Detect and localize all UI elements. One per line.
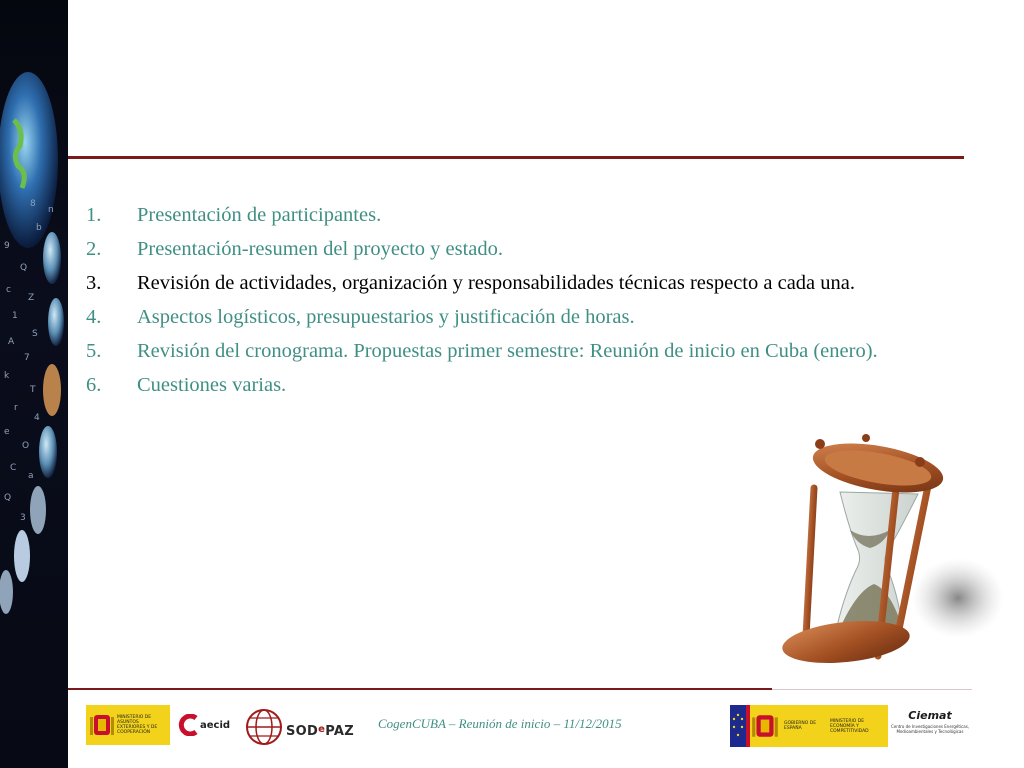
svg-text:r: r xyxy=(14,403,18,413)
svg-text:c: c xyxy=(6,285,11,295)
svg-text:a: a xyxy=(28,471,34,481)
gobierno-text: GOBIERNO DE ESPAÑA xyxy=(784,721,817,731)
agenda-item-text: Revisión del cronograma. Propuestas primer semestre: Reunión de inicio en Cuba (enero). xyxy=(137,339,878,362)
svg-text:A: A xyxy=(8,337,15,347)
agenda-item xyxy=(86,232,878,266)
agenda-item-active xyxy=(86,266,878,300)
ciemat-subtitle: Centro de Investigaciones Energéticas, Medioambientales y Tecnológicas xyxy=(890,724,970,734)
ministerio-economia-text: MINISTERIO DE ECONOMÍA Y COMPETITIVIDAD xyxy=(830,718,869,734)
ministerio-asuntos-exteriores-text: MINISTERIO DE ASUNTOS EXTERIORES Y DE COOPERACIÓN xyxy=(117,715,158,735)
aecid-wordmark: aecid xyxy=(200,719,231,731)
agenda-item-number: 4. xyxy=(86,305,102,328)
agenda-item-number: 2. xyxy=(86,237,102,260)
eu-flag-icon xyxy=(730,705,746,747)
spain-coat-of-arms-icon xyxy=(750,711,780,741)
svg-text:3: 3 xyxy=(20,513,26,523)
agenda-item-text: Aspectos logísticos, presupuestarios y justificación de horas. xyxy=(137,305,635,328)
svg-text:b: b xyxy=(36,223,42,233)
aecid-logo xyxy=(172,705,234,745)
agenda-item-number: 3. xyxy=(86,271,102,294)
ciemat-wordmark: Ciemat xyxy=(908,709,952,722)
agenda-item-text: Presentación de participantes. xyxy=(137,203,382,226)
footer-caption: CogenCUBA – Reunión de inicio – 11/12/2015 xyxy=(378,716,622,731)
bottom-divider-fade xyxy=(772,689,972,690)
footer-bar xyxy=(68,695,1024,768)
aecid-mark-icon xyxy=(178,714,198,736)
svg-text:7: 7 xyxy=(24,353,30,363)
side-decoration-band xyxy=(0,0,68,768)
svg-text:e: e xyxy=(4,427,10,437)
ministerio-asuntos-exteriores-logo xyxy=(86,705,170,745)
agenda-item-number: 5. xyxy=(86,339,102,362)
svg-text:Q: Q xyxy=(20,263,28,273)
sodepaz-wordmark xyxy=(286,724,354,739)
svg-text:n: n xyxy=(48,205,54,215)
hourglass-image xyxy=(770,430,1010,680)
sodepaz-wordmark-prefix: SOD xyxy=(286,724,319,739)
svg-text:C: C xyxy=(10,463,17,473)
svg-text:1: 1 xyxy=(12,311,18,321)
globe-icon xyxy=(0,0,68,768)
agenda-item xyxy=(86,300,878,334)
agenda-item-text: Presentación-resumen del proyecto y estado. xyxy=(137,237,504,260)
svg-text:8: 8 xyxy=(30,199,36,209)
svg-text:O: O xyxy=(22,441,30,451)
agenda-item xyxy=(86,334,878,368)
spain-coat-of-arms-icon xyxy=(90,711,114,739)
ciemat-logo xyxy=(890,705,970,747)
svg-text:4: 4 xyxy=(34,413,40,423)
svg-text:S: S xyxy=(32,329,38,339)
agenda-item xyxy=(86,368,878,402)
agenda-item-number: 6. xyxy=(86,373,102,396)
sodepaz-globe-icon xyxy=(244,707,284,747)
svg-text:Q: Q xyxy=(4,493,12,503)
svg-text:Z: Z xyxy=(28,293,35,303)
hourglass-icon xyxy=(770,430,1010,680)
sodepaz-wordmark-suffix: PAZ xyxy=(325,724,354,739)
agenda-item xyxy=(86,198,878,232)
sodepaz-wordmark-e: e xyxy=(318,724,326,735)
top-divider-rule xyxy=(68,156,964,159)
bottom-divider-rule xyxy=(68,688,772,690)
agenda-item-text: Cuestiones varias. xyxy=(137,373,287,396)
svg-text:k: k xyxy=(4,371,10,381)
gobierno-espana-logo xyxy=(730,705,888,747)
svg-text:T: T xyxy=(30,385,36,395)
agenda-item-text: Revisión de actividades, organización y responsabilidades técnicas respecto a cada una. xyxy=(137,271,855,294)
agenda-item-number: 1. xyxy=(86,203,102,226)
svg-text:9: 9 xyxy=(4,241,10,251)
agenda-list xyxy=(86,198,878,402)
sodepaz-logo xyxy=(244,707,354,747)
